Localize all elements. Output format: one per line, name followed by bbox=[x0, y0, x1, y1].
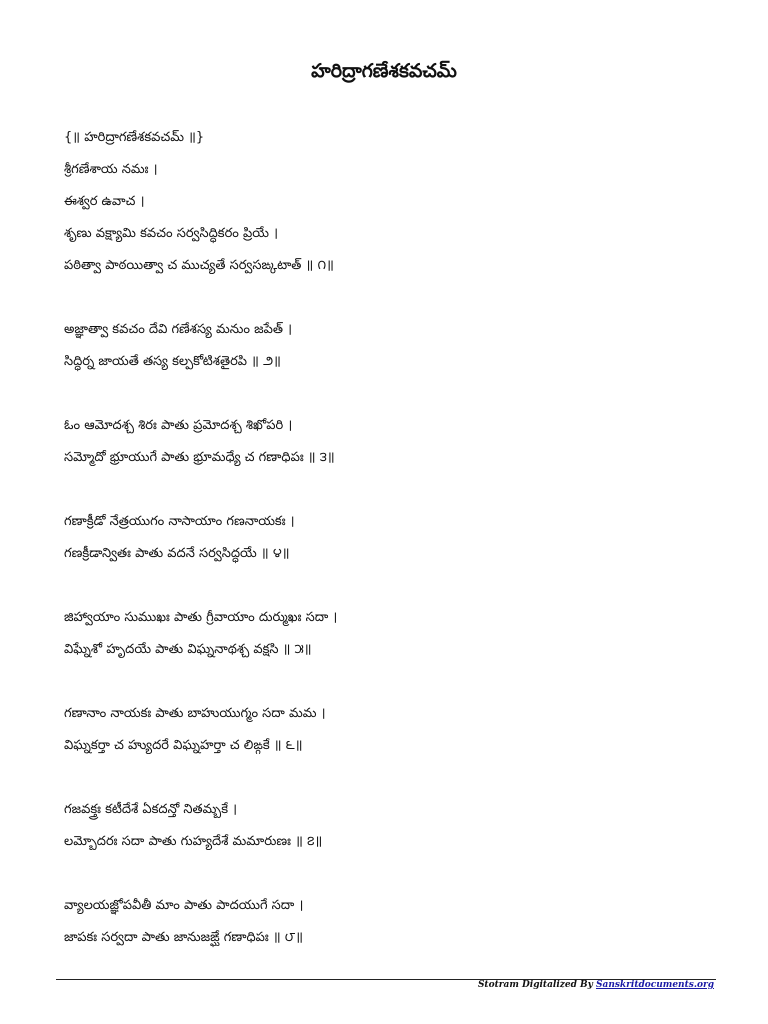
stanza-gap bbox=[64, 858, 724, 890]
stanza-gap bbox=[64, 282, 724, 314]
stotram-text bbox=[64, 122, 724, 954]
verse-line: గణానాం నాయకః పాతు బాహుయుగ్మం సదా మమ । bbox=[64, 706, 326, 721]
verse-line: వ్యాలయజ్ఞోపవీతీ మాం పాతు పాదయుగే సదా । bbox=[64, 898, 304, 913]
footer-prefix: Stotram Digitalized By bbox=[477, 980, 596, 990]
verse-line: సిద్ధిర్న జాయతే తస్య కల్పకోటిశతైరపి ॥ ౨॥ bbox=[64, 354, 281, 369]
verse-line: విఘ్నేశో హృదయే పాతు విఘ్ననాథశ్చ వక్షసి ॥ ౫॥ bbox=[64, 642, 312, 657]
invocation-line: శ్రీగణేశాయ నమః । bbox=[64, 162, 158, 177]
verse-line: పఠిత్వా పాఠయిత్వా చ ముచ్యతే సర్వసఙ్కటాత్ ॥ ౧॥ bbox=[64, 258, 334, 273]
verse-line: గణక్రీడాన్వితః పాతు వదనే సర్వసిద్ధయే ॥ ౪॥ bbox=[64, 546, 290, 561]
verse-line: గణాక్రీడో నేత్రయుగం నాసాయాం గణనాయకః । bbox=[64, 514, 295, 529]
stanza-gap bbox=[64, 666, 724, 698]
verse-line: జాపకః సర్వదా పాతు జానుజఙ్ఘే గణాధిపః ॥ ౮॥ bbox=[64, 930, 304, 945]
stanza-gap bbox=[64, 570, 724, 602]
verse-line: ఓం ఆమోదశ్చ శిరః పాతు ప్రమోదశ్చ శిఖోపరి । bbox=[64, 418, 293, 433]
verse-line: గజవక్త్రః కటీదేశే ఏకదన్తో నితమ్బకే । bbox=[64, 802, 238, 817]
stanza-gap bbox=[64, 474, 724, 506]
footer-link[interactable]: Sanskritdocuments.org bbox=[595, 980, 714, 990]
page-title: హరిద్రాగణేశకవచమ్ bbox=[311, 60, 457, 82]
stanza-gap bbox=[64, 762, 724, 794]
speaker-line: ఈశ్వర ఉవాచ । bbox=[64, 194, 145, 209]
verse-line: శృణు వక్ష్యామి కవచం సర్వసిద్ధికరం ప్రియే । bbox=[64, 226, 279, 241]
verse-line: లమ్బోదరః సదా పాతు గుహ్యదేశే మమారుణః ॥ ౭॥ bbox=[64, 834, 323, 849]
verse-line: సమ్మోదో భ్రూయుగే పాతు భ్రూమధ్యే చ గణాధిపః ॥ ౩॥ bbox=[64, 450, 335, 465]
verse-line: అజ్ఞాత్వా కవచం దేవి గణేశస్య మనుం జపేత్ । bbox=[64, 322, 293, 337]
header-line: {॥ హరిద్రాగణేశకవచమ్ ॥} bbox=[64, 130, 205, 145]
verse-line: విఘ్నకర్తా చ హ్యుదరే విఘ్నహర్తా చ లిఙ్గకే ॥ ౬॥ bbox=[64, 738, 303, 753]
footer bbox=[478, 980, 714, 990]
verse-line: జిహ్వాయాం సుముఖః పాతు గ్రీవాయాం దుర్ముఖః సదా । bbox=[64, 610, 338, 625]
stanza-gap bbox=[64, 378, 724, 410]
